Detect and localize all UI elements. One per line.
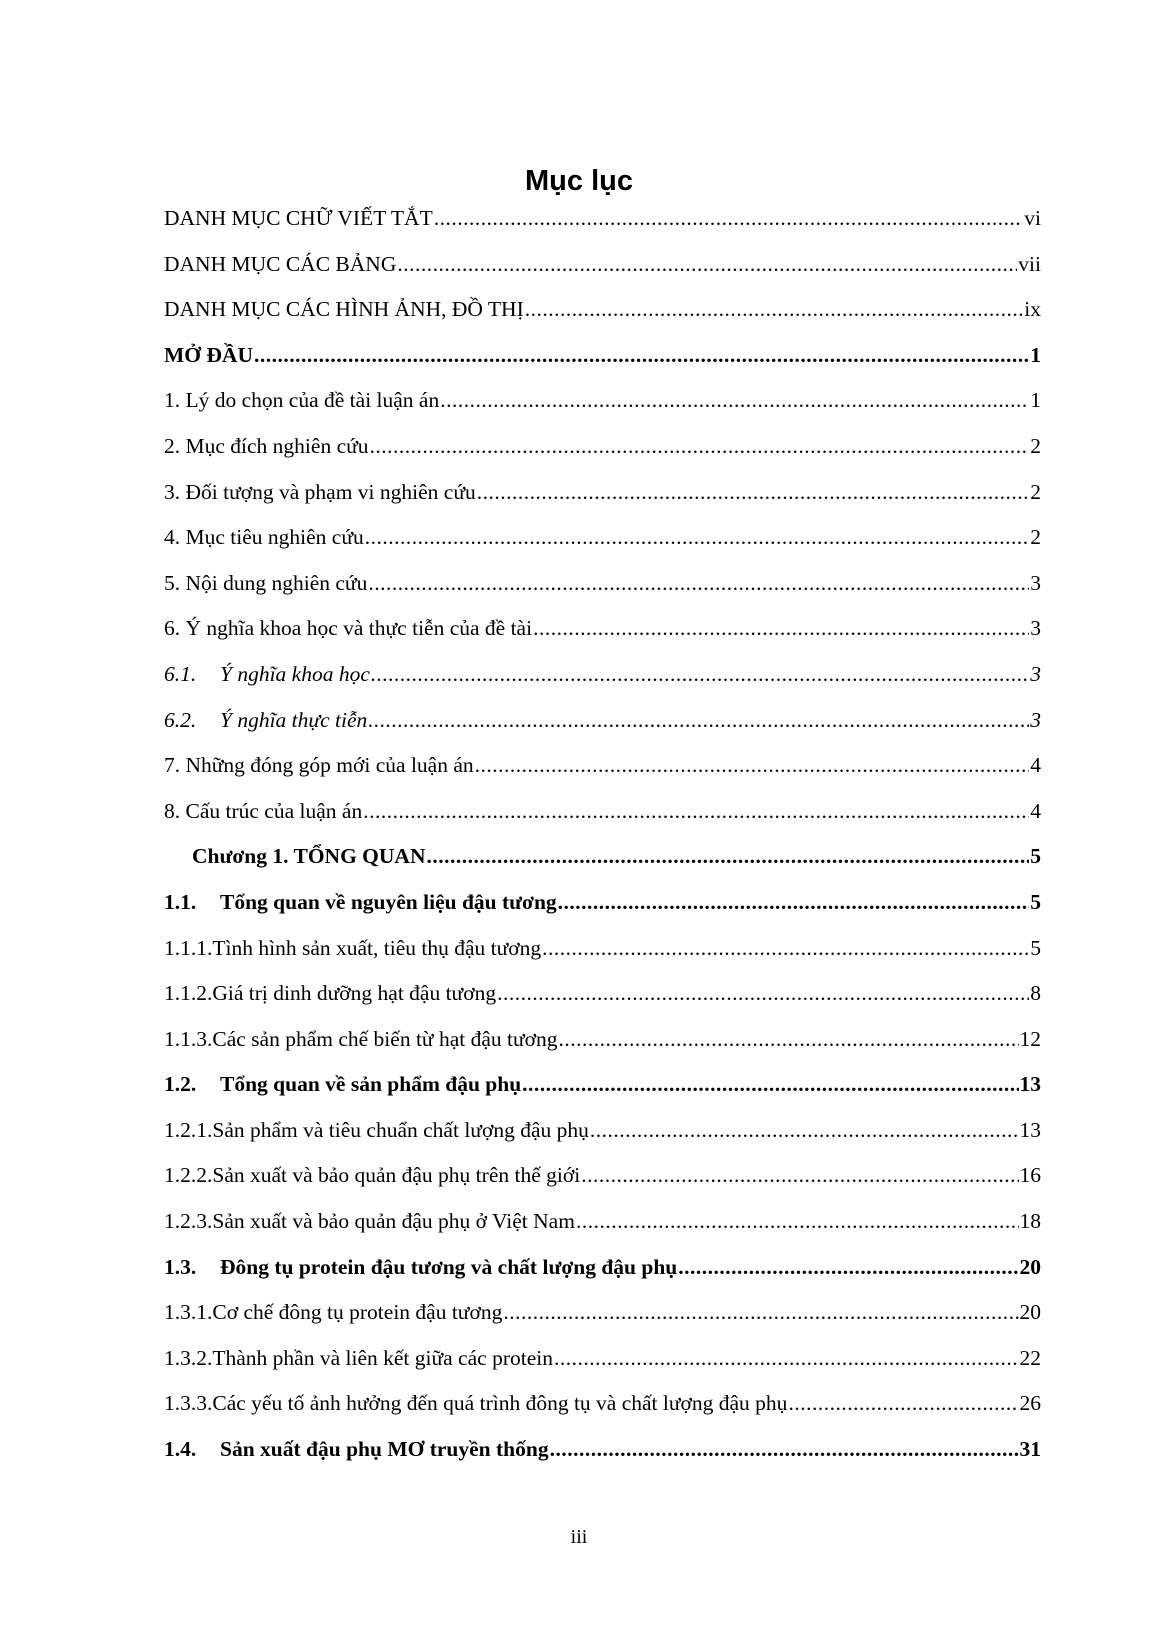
toc-entry-label: Ý nghĩa thực tiễn: [220, 707, 368, 732]
toc-dot-leader: [590, 1108, 1019, 1154]
toc-entry[interactable]: [164, 1245, 1041, 1291]
toc-dot-leader: [477, 470, 1030, 516]
toc-entry-number: 1.3.: [164, 1254, 197, 1279]
toc-entry-page: 2: [1030, 479, 1041, 504]
toc-dot-leader: [525, 287, 1024, 333]
toc-entry-label: Thành phần và liên kết giữa các protein: [212, 1345, 553, 1370]
toc-entry-number: 1.3.1.: [164, 1300, 213, 1325]
toc-entry-text: [164, 743, 474, 789]
toc-entry-page: 18: [1019, 1209, 1041, 1234]
toc-entry[interactable]: [164, 287, 1041, 333]
toc-entry-label: Tình hình sản xuất, tiêu thụ đậu tương: [212, 935, 542, 960]
toc-entry-label: 2. Mục đích nghiên cứu: [164, 433, 369, 458]
toc-dot-leader: [440, 378, 1029, 424]
toc-entry-text: [164, 926, 541, 972]
toc-entry-text: [164, 515, 364, 561]
toc-dot-leader: [370, 424, 1030, 470]
toc-entry-page: 12: [1019, 1026, 1041, 1051]
toc-entry[interactable]: [164, 789, 1041, 835]
toc-entry-page: vi: [1024, 206, 1041, 230]
toc-dot-leader: [254, 333, 1029, 379]
toc-dot-leader: [368, 698, 1029, 744]
toc-entry-text: [164, 698, 367, 744]
toc-dot-leader: [533, 606, 1029, 652]
toc-entry[interactable]: [164, 1062, 1041, 1108]
toc-entry-page: 5: [1030, 889, 1041, 914]
toc-entry-label: Sản phẩm và tiêu chuẩn chất lượng đậu phụ: [212, 1117, 589, 1142]
toc-entry-label: MỞ ĐẦU: [164, 342, 253, 367]
toc-entry-page: 1: [1030, 388, 1041, 413]
page-number: iii: [570, 1526, 588, 1548]
toc-list: [164, 196, 1041, 1473]
toc-title: Mục lục: [525, 165, 633, 198]
toc-entry-number: 1.1.2.: [164, 981, 213, 1006]
toc-entry-number: 1.2.1.: [164, 1117, 213, 1142]
toc-entry-label: Tổng quan về sản phẩm đậu phụ: [220, 1072, 522, 1097]
toc-entry-label: 7. Những đóng góp mới của luận án: [164, 753, 474, 778]
toc-dot-leader: [542, 926, 1029, 972]
toc-entry-text: [164, 789, 362, 835]
toc-entry-text: [164, 242, 396, 288]
toc-dot-leader: [426, 834, 1029, 880]
toc-entry-label: Sản xuất và bảo quản đậu phụ ở Việt Nam: [212, 1209, 575, 1234]
toc-entry-text: [164, 971, 496, 1017]
toc-entry-number: 6.1.: [164, 661, 197, 686]
toc-entry-text: [164, 1062, 521, 1108]
toc-entry-label: DANH MỤC CHỮ VIẾT TẮT: [164, 206, 433, 230]
toc-entry-number: 1.1.: [164, 889, 197, 914]
toc-entry[interactable]: [164, 1108, 1041, 1154]
toc-entry-label: Đông tụ protein đậu tương và chất lượng đậu phụ: [220, 1254, 678, 1279]
toc-entry-page: 22: [1019, 1345, 1041, 1370]
toc-entry-text: [164, 834, 425, 880]
toc-entry-text: [164, 333, 253, 379]
toc-entry-number: 1.3.2.: [164, 1345, 213, 1370]
toc-entry-label: 4. Mục tiêu nghiên cứu: [164, 525, 364, 550]
toc-entry-page: 1: [1030, 342, 1041, 367]
toc-entry-page: vii: [1018, 251, 1041, 276]
toc-dot-leader: [554, 1336, 1019, 1382]
toc-entry-label: Giá trị dinh dưỡng hạt đậu tương: [212, 981, 497, 1006]
toc-entry-page: 26: [1019, 1391, 1041, 1416]
toc-entry[interactable]: [164, 1153, 1041, 1199]
toc-entry[interactable]: [164, 242, 1041, 288]
toc-entry-text: [164, 1427, 549, 1473]
toc-entry-number: 1.2.: [164, 1072, 197, 1097]
toc-entry-label: Sản xuất đậu phụ MƠ truyền thống: [220, 1437, 549, 1462]
toc-entry[interactable]: [164, 1017, 1041, 1063]
toc-entry-page: 3: [1030, 661, 1041, 686]
toc-entry-page: ix: [1024, 297, 1041, 322]
toc-dot-leader: [503, 1290, 1018, 1336]
toc-entry-number: 6.2.: [164, 707, 197, 732]
toc-entry[interactable]: [164, 652, 1041, 698]
toc-entry-text: [164, 1108, 589, 1154]
toc-entry-text: [164, 880, 557, 926]
toc-entry-page: 2: [1030, 525, 1041, 550]
toc-entry-label: Ý nghĩa khoa học: [220, 661, 370, 686]
toc-entry-label: DANH MỤC CÁC HÌNH ẢNH, ĐỒ THỊ: [164, 297, 524, 322]
toc-entry[interactable]: [164, 1336, 1041, 1382]
toc-entry-label: Chương 1. TỔNG QUAN: [192, 844, 426, 869]
toc-entry-text: [164, 470, 476, 516]
toc-entry[interactable]: [164, 333, 1041, 379]
toc-entry-text: [164, 1017, 558, 1063]
toc-dot-leader: [365, 515, 1030, 561]
toc-entry-page: 20: [1019, 1300, 1041, 1325]
toc-entry-page: 31: [1019, 1437, 1041, 1462]
toc-entry[interactable]: [164, 470, 1041, 516]
toc-entry-number: 1.2.2.: [164, 1163, 213, 1188]
toc-entry-label: 6. Ý nghĩa khoa học và thực tiễn của đề tài: [164, 616, 533, 641]
toc-entry-page: 3: [1030, 570, 1041, 595]
toc-entry-number: 1.1.1.: [164, 935, 213, 960]
toc-dot-leader: [368, 561, 1029, 607]
toc-entry-text: [164, 287, 524, 333]
toc-entry-page: 4: [1030, 798, 1041, 823]
toc-entry[interactable]: [164, 1199, 1041, 1245]
toc-entry[interactable]: [164, 743, 1041, 789]
toc-dot-leader: [363, 789, 1029, 835]
toc-entry-text: [164, 652, 370, 698]
toc-entry[interactable]: [164, 971, 1041, 1017]
toc-entry[interactable]: [164, 515, 1041, 561]
toc-entry-label: 1. Lý do chọn của đề tài luận án: [164, 388, 440, 413]
toc-entry-number: 1.1.3.: [164, 1026, 213, 1051]
toc-entry-page: 16: [1019, 1163, 1041, 1188]
toc-entry[interactable]: [164, 424, 1041, 470]
toc-dot-leader: [788, 1381, 1018, 1427]
toc-entry[interactable]: [164, 834, 1041, 880]
toc-entry-page: 8: [1030, 981, 1041, 1006]
toc-dot-leader: [434, 196, 1024, 242]
toc-entry[interactable]: [164, 196, 1041, 242]
toc-entry-page: 3: [1030, 616, 1041, 641]
toc-entry-text: [164, 561, 367, 607]
toc-entry[interactable]: [164, 926, 1041, 972]
toc-dot-leader: [522, 1062, 1018, 1108]
toc-entry-number: 1.2.3.: [164, 1209, 213, 1234]
toc-entry-page: 3: [1030, 707, 1041, 732]
toc-entry-text: [164, 1153, 580, 1199]
toc-entry[interactable]: [164, 378, 1041, 424]
toc-dot-leader: [576, 1199, 1019, 1245]
toc-dot-leader: [371, 652, 1029, 698]
toc-dot-leader: [550, 1427, 1019, 1473]
toc-entry[interactable]: [164, 1427, 1041, 1473]
toc-entry-label: 3. Đối tượng và phạm vi nghiên cứu: [164, 479, 476, 504]
toc-entry-text: [164, 1290, 502, 1336]
toc-entry[interactable]: [164, 1290, 1041, 1336]
toc-entry-text: [164, 1199, 575, 1245]
toc-entry-text: [164, 1245, 677, 1291]
toc-dot-leader: [475, 743, 1030, 789]
toc-entry-label: Tổng quan về nguyên liệu đậu tương: [220, 889, 557, 914]
toc-entry[interactable]: [164, 880, 1041, 926]
toc-entry-page: 2: [1030, 433, 1041, 458]
toc-entry-text: [164, 378, 439, 424]
toc-dot-leader: [559, 1017, 1019, 1063]
toc-entry-page: 4: [1030, 753, 1041, 778]
toc-entry[interactable]: [164, 1381, 1041, 1427]
toc-entry[interactable]: [164, 561, 1041, 607]
toc-entry-label: 8. Cấu trúc của luận án: [164, 798, 363, 823]
toc-entry-text: [164, 606, 532, 652]
toc-dot-leader: [558, 880, 1030, 926]
toc-dot-leader: [678, 1245, 1018, 1291]
toc-entry-text: [164, 1336, 553, 1382]
toc-entry-label: Các sản phẩm chế biến từ hạt đậu tương: [212, 1026, 558, 1051]
toc-entry-number: 1.3.3.: [164, 1391, 213, 1416]
toc-entry-text: [164, 196, 433, 242]
toc-entry-page: 13: [1019, 1072, 1041, 1097]
toc-entry-text: [164, 1381, 787, 1427]
toc-dot-leader: [497, 971, 1029, 1017]
toc-entry[interactable]: [164, 606, 1041, 652]
toc-dot-leader: [581, 1153, 1018, 1199]
toc-entry-label: Cơ chế đông tụ protein đậu tương: [212, 1300, 503, 1325]
toc-entry[interactable]: [164, 698, 1041, 744]
toc-entry-page: 20: [1019, 1254, 1041, 1279]
toc-entry-number: 1.4.: [164, 1437, 197, 1462]
toc-entry-page: 13: [1019, 1117, 1041, 1142]
toc-entry-label: Sản xuất và bảo quản đậu phụ trên thế giới: [212, 1163, 581, 1188]
toc-entry-label: DANH MỤC CÁC BẢNG: [164, 251, 397, 276]
toc-entry-page: 5: [1030, 935, 1041, 960]
toc-entry-page: 5: [1030, 844, 1041, 869]
toc-entry-label: Các yếu tố ảnh hưởng đến quá trình đông tụ và chất lượng đậu phụ: [212, 1391, 788, 1416]
toc-entry-text: [164, 424, 369, 470]
toc-entry-label: 5. Nội dung nghiên cứu: [164, 570, 368, 595]
toc-dot-leader: [397, 242, 1017, 288]
